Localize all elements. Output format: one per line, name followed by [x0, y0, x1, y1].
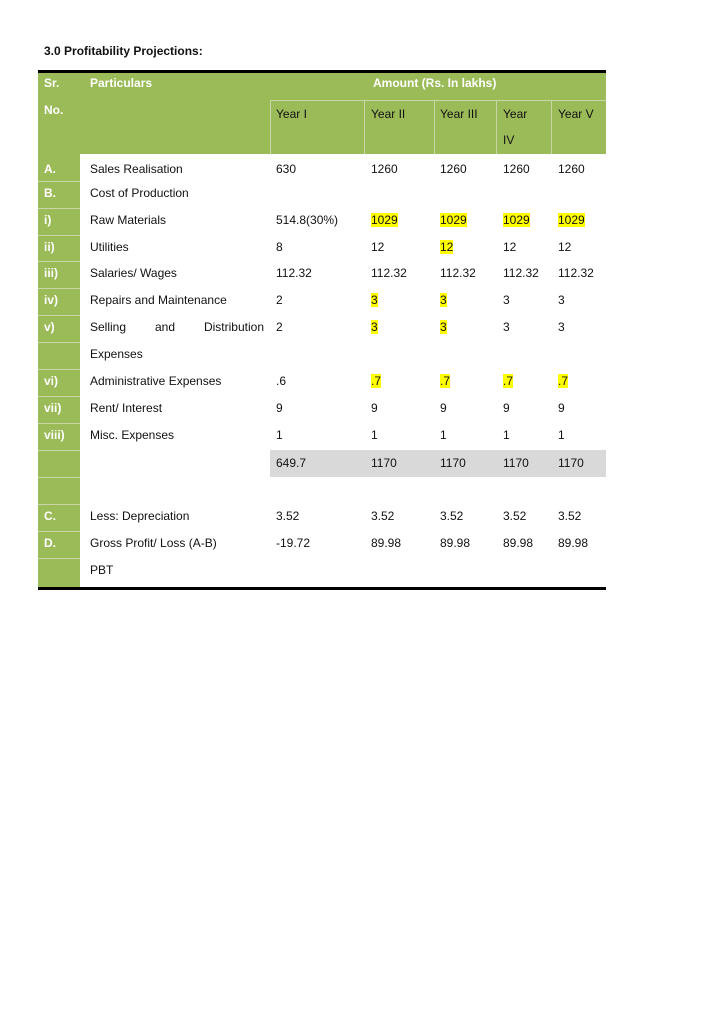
row-v-y3: 3: [440, 320, 447, 334]
row-viii-y3: 1: [440, 428, 447, 442]
row-iii-y4: 112.32: [503, 266, 539, 280]
row-c-label: Less: Depreciation: [90, 509, 190, 523]
row-b-sr: B.: [44, 186, 56, 200]
header-year-1: Year I: [276, 107, 307, 121]
divider: [38, 423, 80, 424]
row-a-sr: A.: [44, 162, 56, 176]
header-year-5: Year V: [558, 107, 594, 121]
row-a-y2: 1260: [371, 162, 398, 176]
row-ii-y2: 12: [371, 240, 385, 254]
row-vii-y2: 9: [371, 401, 378, 415]
divider: [38, 504, 80, 505]
row-v-label-word: Selling: [90, 320, 127, 334]
row-i-y2: 1029: [371, 213, 398, 227]
row-d-sr: D.: [44, 536, 56, 550]
row-iv-y1: 2: [276, 293, 283, 307]
row-d-label-cont: PBT: [90, 563, 114, 577]
total-row-shading: [270, 450, 606, 477]
row-c-y5: 3.52: [558, 509, 582, 523]
row-v-y1: 2: [276, 320, 283, 334]
header-year-4: Year: [503, 107, 528, 121]
row-iii-y3: 112.32: [440, 266, 476, 280]
row-ii-y1: 8: [276, 240, 283, 254]
row-v-sr: v): [44, 320, 55, 334]
row-c-y1: 3.52: [276, 509, 300, 523]
row-c-y2: 3.52: [371, 509, 395, 523]
divider: [551, 100, 552, 154]
row-viii-label: Misc. Expenses: [90, 428, 175, 442]
row-a-y1: 630: [276, 162, 297, 176]
row-iv-y5: 3: [558, 293, 565, 307]
row-vii-sr: vii): [44, 401, 62, 415]
row-viii-y1: 1: [276, 428, 283, 442]
row-vii-y4: 9: [503, 401, 510, 415]
row-iii-label: Salaries/ Wages: [90, 266, 177, 280]
row-b-label: Cost of Production: [90, 186, 189, 200]
top-rule: [38, 70, 606, 73]
total-y2: 1170: [371, 456, 397, 470]
row-d-y2: 89.98: [371, 536, 402, 550]
row-ii-y5: 12: [558, 240, 572, 254]
row-ii-y4: 12: [503, 240, 517, 254]
row-a-y5: 1260: [558, 162, 585, 176]
total-y4: 1170: [503, 456, 529, 470]
row-i-y3: 1029: [440, 213, 467, 227]
row-iii-sr: iii): [44, 266, 58, 280]
row-iii-y1: 112.32: [276, 266, 312, 280]
divider: [38, 181, 80, 182]
row-v-y4: 3: [503, 320, 510, 334]
row-viii-y5: 1: [558, 428, 565, 442]
header-year-2: Year II: [371, 107, 406, 121]
page-title: 3.0 Profitability Projections:: [44, 44, 203, 58]
row-d-label: Gross Profit/ Loss (A-B): [90, 536, 217, 550]
row-v-label-word: and: [154, 320, 176, 334]
divider: [364, 100, 365, 154]
row-v-y2: 3: [371, 320, 378, 334]
header-particulars: Particulars: [90, 76, 153, 90]
row-vii-y5: 9: [558, 401, 565, 415]
row-a-y3: 1260: [440, 162, 467, 176]
row-iv-y2: 3: [371, 293, 378, 307]
row-iv-label: Repairs and Maintenance: [90, 293, 227, 307]
row-d-y3: 89.98: [440, 536, 471, 550]
row-i-y1: 514.8(30%): [276, 213, 339, 227]
divider: [38, 235, 80, 236]
divider: [434, 100, 435, 154]
divider: [38, 450, 80, 451]
row-viii-y2: 1: [371, 428, 378, 442]
divider: [270, 100, 271, 154]
divider: [270, 100, 606, 101]
row-vi-sr: vi): [44, 374, 59, 388]
row-iii-y5: 112.32: [558, 266, 594, 280]
header-year-3: Year III: [440, 107, 478, 121]
divider: [38, 477, 80, 478]
divider: [38, 315, 80, 316]
row-ii-label: Utilities: [90, 240, 129, 254]
row-ii-sr: ii): [44, 240, 55, 254]
row-vi-y5: .7: [558, 374, 569, 388]
row-vi-label: Administrative Expenses: [90, 374, 222, 388]
row-i-y5: 1029: [558, 213, 585, 227]
row-c-y4: 3.52: [503, 509, 527, 523]
row-d-y4: 89.98: [503, 536, 534, 550]
divider: [38, 558, 80, 559]
row-ii-y3: 12: [440, 240, 454, 254]
divider: [38, 396, 80, 397]
header-no: No.: [44, 103, 64, 117]
total-y5: 1170: [558, 456, 584, 470]
row-d-y5: 89.98: [558, 536, 589, 550]
row-i-label: Raw Materials: [90, 213, 167, 227]
row-vii-y1: 9: [276, 401, 283, 415]
row-viii-y4: 1: [503, 428, 510, 442]
divider: [38, 261, 80, 262]
row-vi-y1: .6: [276, 374, 287, 388]
row-vii-y3: 9: [440, 401, 447, 415]
row-vi-y2: .7: [371, 374, 382, 388]
total-y3: 1170: [440, 456, 466, 470]
row-a-label: Sales Realisation: [90, 162, 183, 176]
row-d-y1: -19.72: [276, 536, 311, 550]
row-v-label-word: Distribution: [203, 320, 264, 334]
header-sr: Sr.: [44, 76, 60, 90]
row-i-sr: i): [44, 213, 52, 227]
divider: [38, 208, 80, 209]
header-amount: Amount (Rs. In lakhs): [373, 76, 497, 90]
total-y1: 649.7: [276, 456, 307, 470]
row-c-sr: C.: [44, 509, 56, 523]
divider: [38, 531, 80, 532]
row-a-y4: 1260: [503, 162, 530, 176]
row-iv-sr: iv): [44, 293, 59, 307]
header-year-4-cont: IV: [503, 133, 515, 147]
bottom-rule: [38, 587, 606, 590]
row-v-y5: 3: [558, 320, 565, 334]
row-iv-y3: 3: [440, 293, 447, 307]
divider: [38, 288, 80, 289]
divider: [38, 369, 80, 370]
row-vi-y4: .7: [503, 374, 514, 388]
row-i-y4: 1029: [503, 213, 530, 227]
row-c-y3: 3.52: [440, 509, 464, 523]
divider: [38, 342, 80, 343]
row-vi-y3: .7: [440, 374, 451, 388]
row-v-label-cont: Expenses: [90, 347, 143, 361]
row-iii-y2: 112.32: [371, 266, 407, 280]
row-vii-label: Rent/ Interest: [90, 401, 163, 415]
row-v-label: [90, 320, 264, 334]
divider: [496, 100, 497, 154]
row-viii-sr: viii): [44, 428, 65, 442]
row-iv-y4: 3: [503, 293, 510, 307]
